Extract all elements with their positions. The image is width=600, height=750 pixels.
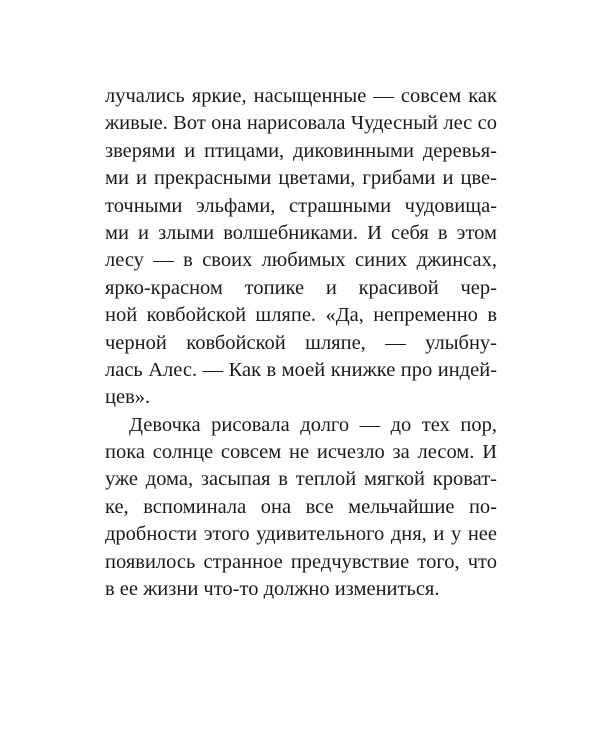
text-line: зверями и птицами, диковинными деревья-	[105, 139, 497, 162]
text-line: Девочка рисовала долго — до тех пор,	[129, 413, 497, 436]
text-line: черной ковбойской шляпе, — улыбну-	[105, 331, 497, 354]
text-line: пока солнце совсем не исчезло за лесом. И	[105, 441, 497, 464]
text-line: точными эльфами, страшными чудовища-	[105, 194, 497, 217]
paragraph-2	[105, 412, 497, 604]
text-line: ми и прекрасными цветами, грибами и цве-	[105, 167, 497, 190]
text-line: уже дома, засыпая в теплой мягкой кроват-	[105, 468, 497, 491]
text-line: лась Алес. — Как в моей книжке про индей-	[105, 358, 497, 381]
paragraph-1	[105, 83, 497, 412]
text-line: ми и злыми волшебниками. И себя в этом	[105, 221, 497, 244]
text-line: ной ковбойской шляпе. «Да, непременно в	[105, 304, 497, 327]
text-line: ярко-красном топике и красивой чер-	[105, 276, 497, 299]
text-line: лучались яркие, насыщенные — совсем как	[105, 85, 497, 107]
text-line: ке, вспоминала она все мельчайшие по-	[105, 495, 497, 518]
book-page-text	[105, 83, 497, 603]
text-line: появилось странное предчувствие того, что	[105, 550, 497, 573]
text-line: в ее жизни что-то должно измениться.	[105, 578, 440, 601]
text-line: дробности этого удивительного дня, и у нее	[105, 523, 497, 546]
text-line: цев».	[105, 386, 151, 409]
text-line: живые. Вот она нарисовала Чудесный лес со	[105, 112, 497, 135]
text-line: лесу — в своих любимых синих джинсах,	[105, 249, 497, 272]
